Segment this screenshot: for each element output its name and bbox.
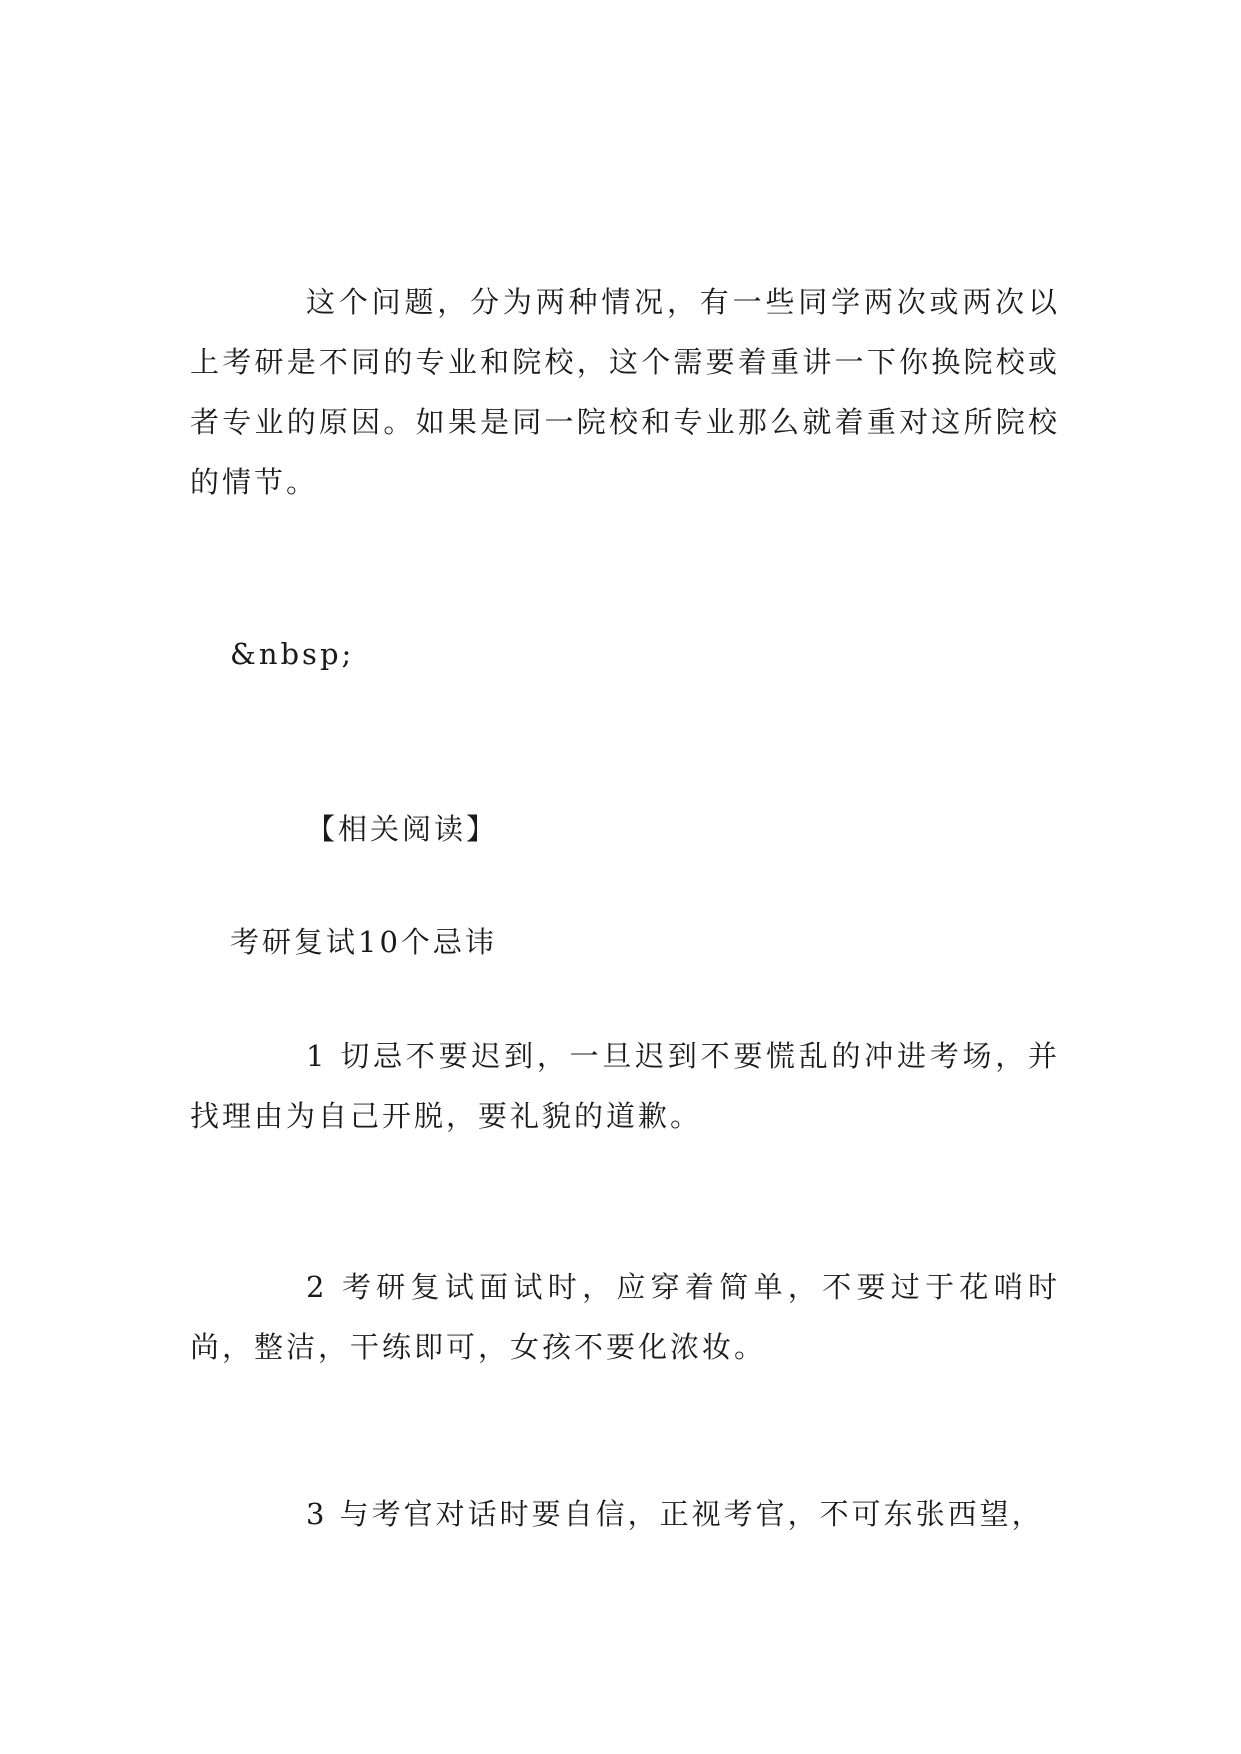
paragraph-retake-explanation: 这个问题，分为两种情况，有一些同学两次或两次以上考研是不同的专业和院校，这个需要着重讲一下你换院校或者专业的原因。如果是同一院校和专业那么就着重对这所院校的情节。	[190, 285, 1060, 499]
related-reading-heading: 【相关阅读】	[306, 812, 499, 846]
list-item-3: 3 与考官对话时要自信，正视考官，不可东张西望，	[306, 1497, 1044, 1531]
list-item-2: 2 考研复试面试时，应穿着简单，不要过于花哨时尚，整洁，干练即可，女孩不要化浓妆。	[190, 1270, 1060, 1364]
section-subtitle: 考研复试10个忌讳	[230, 925, 497, 959]
list-item-1: 1 切忌不要迟到，一旦迟到不要慌乱的冲进考场，并找理由为自己开脱，要礼貌的道歉。	[190, 1039, 1060, 1133]
paragraph-nbsp-artifact: &nbsp;	[230, 637, 355, 671]
